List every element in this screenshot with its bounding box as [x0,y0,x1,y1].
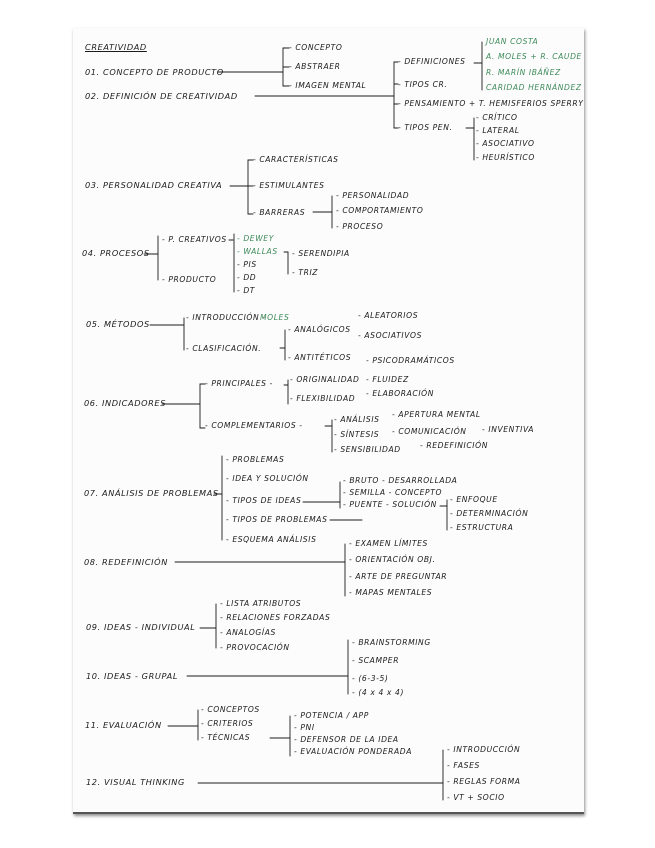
s7-enfoque: - ENFOQUE [450,495,498,504]
s5-psicodramaticos: - PSICODRAMÁTICOS [366,356,455,365]
s11-defensor: - DEFENSOR DE LA IDEA [294,735,399,744]
section-10-label: 10. IDEAS - GRUPAL [86,671,178,681]
s4-dewey: - DEWEY [237,234,274,243]
s1-sub-concepto: - CONCEPTO [289,43,343,52]
s3-barreras: - BARRERAS [253,208,306,217]
s9-analogias: - ANALOGÍAS [220,628,276,637]
s4-wallas: - WALLAS [237,247,278,256]
s1-author-3: R. MARÍN IBÁÑEZ [486,68,561,77]
paper-edge [73,812,584,814]
s10-635: - (6-3-5) [352,674,389,683]
s3-comportamiento: - COMPORTAMIENTO [336,206,424,215]
section-05-label: 05. MÉTODOS [86,319,150,329]
s3-proceso: - PROCESO [336,222,384,231]
s11-conceptos: - CONCEPTOS [201,705,260,714]
s4-dd: - DD [237,273,257,282]
s8-mapas-mentales: - MAPAS MENTALES [349,588,433,597]
s1-tipos-pen: - TIPOS PEN. [398,123,453,132]
s6-originalidad: - ORIGINALIDAD [290,375,360,384]
s6-comunicacion: - COMUNICACIÓN [392,427,467,436]
s7-esquema-analisis: - ESQUEMA ANÁLISIS [226,535,317,544]
s9-provocacion: - PROVOCACIÓN [220,643,290,652]
s6-apertura: - APERTURA MENTAL [392,410,481,419]
section-02-label: 02. DEFINICIÓN DE CREATIVIDAD [85,91,238,101]
section-03-label: 03. PERSONALIDAD CREATIVA [85,180,223,190]
s5-moles: MOLES [260,313,290,322]
s6-elaboracion: - ELABORACIÓN [366,389,435,398]
s1-pen-heuristico: - HEURÍSTICO [476,153,535,162]
s5-clasificacion: - CLASIFICACIÓN. [186,344,262,353]
s7-problemas: - PROBLEMAS [226,455,285,464]
s11-pni: - PNI [294,723,315,732]
s1-pen-critico: - CRÍTICO [476,113,518,122]
s8-orientacion: - ORIENTACIÓN OBJ. [349,555,436,564]
s8-examen: - EXAMEN LÍMITES [349,539,428,548]
section-08-label: 08. REDEFINICIÓN [84,557,168,567]
s6-flexibilidad: - FLEXIBILIDAD [290,394,356,403]
s1-author-4: CARIDAD HERNÁNDEZ [486,83,582,92]
s11-tecnicas: - TÉCNICAS [201,733,251,742]
s5-analogicos: - ANALÓGICOS [288,325,351,334]
s7-estructura: - ESTRUCTURA [450,523,514,532]
s12-vt-socio: - VT + SOCIO [447,793,505,802]
s8-arte-preguntar: - ARTE DE PREGUNTAR [349,572,448,581]
s7-tipos-problemas: - TIPOS DE PROBLEMAS [226,515,328,524]
s4-serendipia: - SERENDIPIA [292,249,350,258]
s1-pensamiento: - PENSAMIENTO + T. HEMISFERIOS SPERRY [398,99,584,108]
s6-analisis: - ANÁLISIS [334,415,380,424]
s9-lista-atributos: - LISTA ATRIBUTOS [220,599,302,608]
s4-p-creativos: - P. CREATIVOS [162,235,227,244]
s10-scamper: - SCAMPER [352,656,400,665]
section-12-label: 12. VISUAL THINKING [86,777,185,787]
s11-potencia: - POTENCIA / APP [294,711,369,720]
s10-444: - (4 x 4 x 4) [352,688,405,697]
s5-antiteticos: - ANTITÉTICOS [288,353,352,362]
s12-fases: - FASES [447,761,480,770]
s1-author-2: A. MOLES + R. CAUDE [486,52,582,61]
s7-tipos-ideas: - TIPOS DE IDEAS [226,496,302,505]
s11-evaluacion-ponderada: - EVALUACIÓN PONDERADA [294,747,413,756]
s1-definiciones: - DEFINICIONES [398,57,466,66]
s7-idea-puente: - PUENTE - SOLUCIÓN [343,500,437,509]
s3-caracteristicas: - CARACTERÍSTICAS [253,155,339,164]
s4-triz: - TRIZ [292,268,319,277]
section-11-label: 11. EVALUACIÓN [85,720,162,730]
s3-personalidad: - PERSONALIDAD [336,191,410,200]
s5-introduccion: - INTRODUCCIÓN - [186,313,266,322]
s6-fluidez: - FLUIDEZ [366,375,409,384]
s7-idea-semilla: - SEMILLA - CONCEPTO [343,488,443,497]
s1-tipos-cr: - TIPOS CR. [398,80,448,89]
s1-sub-imagen: - IMAGEN MENTAL [289,81,367,90]
s7-idea-solucion: - IDEA Y SOLUCIÓN [226,474,309,483]
s6-sintesis: - SÍNTESIS [334,430,380,439]
s5-aleatorios: - ALEATORIOS [358,311,419,320]
section-07-label: 07. ANÁLISIS DE PROBLEMAS [84,488,219,498]
s7-idea-bruto: - BRUTO - DESARROLLADA [343,476,458,485]
s4-pis: - PIS [237,260,257,269]
map-title: CREATIVIDAD [85,42,147,52]
section-01-label: 01. CONCEPTO DE PRODUCTO [85,67,224,77]
s6-inventiva: - INVENTIVA [482,425,535,434]
s1-sub-abstraer: - ABSTRAER [289,62,341,71]
section-04-label: 04. PROCESOS [82,248,150,258]
s6-principales: - PRINCIPALES - [205,379,273,388]
s10-brainstorming: - BRAINSTORMING [352,638,431,647]
s6-complementarios: - COMPLEMENTARIOS - [205,421,303,430]
s12-introduccion: - INTRODUCCIÓN [447,745,521,754]
s1-pen-asociativo: - ASOCIATIVO [476,139,535,148]
s5-asociativos: - ASOCIATIVOS [358,331,422,340]
s9-relaciones: - RELACIONES FORZADAS [220,613,331,622]
s1-author-1: JUAN COSTA [486,37,539,46]
s4-producto: - PRODUCTO [162,275,217,284]
s4-dt: - DT [237,286,256,295]
section-06-label: 06. INDICADORES [84,398,167,408]
s7-determinacion: - DETERMINACIÓN [450,509,529,518]
section-09-label: 09. IDEAS - INDIVIDUAL [86,622,196,632]
s1-pen-lateral: - LATERAL [476,126,520,135]
s12-reglas-forma: - REGLAS FORMA [447,777,521,786]
s6-sensibilidad: - SENSIBILIDAD [334,445,401,454]
s3-estimulantes: - ESTIMULANTES [253,181,325,190]
s6-redefinicion: - REDEFINICIÓN [420,441,489,450]
s11-criterios: - CRITERIOS [201,719,254,728]
